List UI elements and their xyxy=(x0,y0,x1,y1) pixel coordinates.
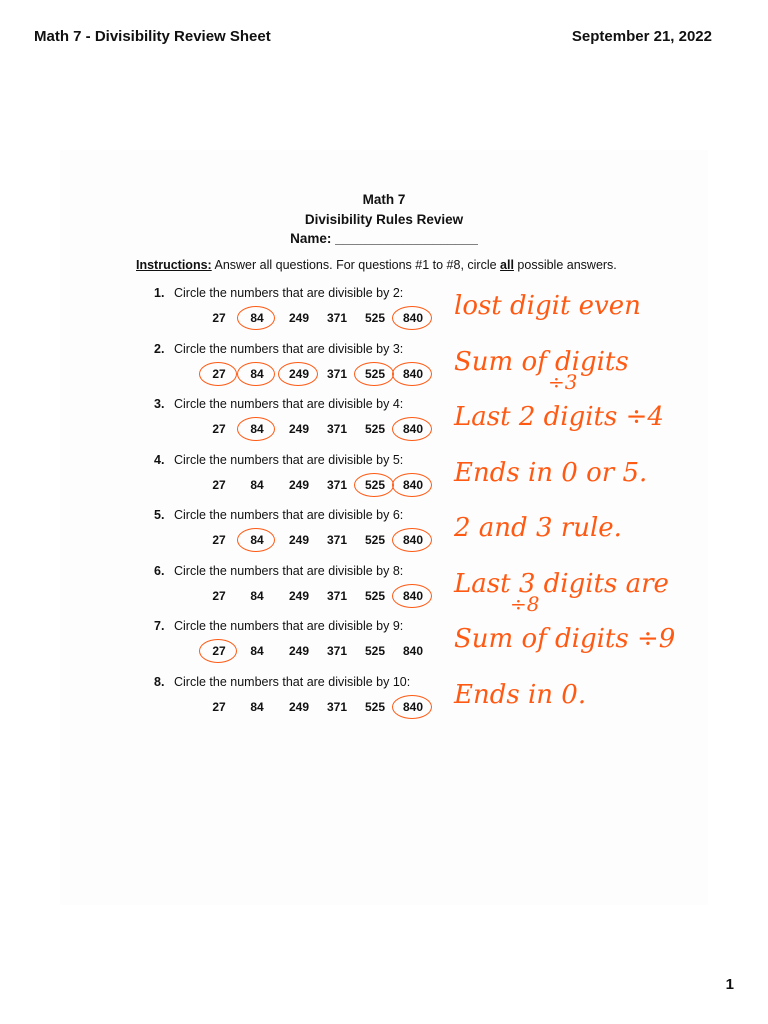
answer-choice[interactable]: 84 xyxy=(250,699,264,714)
answer-choice-circled[interactable]: 84 xyxy=(237,310,277,326)
question-prompt xyxy=(154,508,403,522)
title-name-line: Name: ___________________ xyxy=(290,231,478,246)
instructions-emphasis: all xyxy=(500,258,514,272)
answer-choice[interactable]: 27 xyxy=(212,477,226,492)
answer-choice[interactable]: 249 xyxy=(288,422,310,436)
answer-choice-circled[interactable]: 840 xyxy=(393,421,433,437)
answer-choice-circled[interactable]: 249 xyxy=(279,366,319,382)
question-prompt xyxy=(154,675,410,689)
answer-choice-circled[interactable]: 84 xyxy=(237,366,277,382)
answer-choice[interactable]: 525 xyxy=(364,422,386,436)
handwritten-note: lost digit even xyxy=(454,291,641,321)
answer-choice[interactable]: 371 xyxy=(326,533,348,547)
answer-choice[interactable]: 371 xyxy=(326,366,348,381)
answer-choice-circled[interactable]: 840 xyxy=(393,588,433,604)
instructions xyxy=(136,258,617,272)
handwritten-note: Last 3 digits are xyxy=(454,568,669,599)
question-text: Circle the numbers that are divisible by 9: xyxy=(174,619,404,633)
answer-choice[interactable]: 525 xyxy=(364,588,386,603)
answer-choice[interactable]: 84 xyxy=(250,644,264,658)
question-number: 2. xyxy=(154,341,165,356)
answer-choice-circled[interactable]: 840 xyxy=(393,532,433,548)
answer-choice[interactable]: 371 xyxy=(326,588,348,603)
handwritten-note: Sum of digits xyxy=(454,346,629,377)
answer-choice[interactable]: 525 xyxy=(364,644,386,658)
question-number: 3. xyxy=(154,397,165,411)
instructions-text-before: Answer all questions. For questions #1 to #8, circle xyxy=(211,258,501,272)
worksheet-title xyxy=(0,190,768,249)
answer-choice[interactable]: 371 xyxy=(326,422,348,436)
answer-choice[interactable]: 27 xyxy=(212,699,226,714)
answer-choice[interactable]: 27 xyxy=(212,311,226,325)
answer-choice[interactable]: 27 xyxy=(212,533,226,547)
answer-choice[interactable]: 27 xyxy=(212,422,226,436)
answer-choice[interactable]: 249 xyxy=(288,477,310,492)
question-text: Circle the numbers that are divisible by 3: xyxy=(174,341,404,356)
handwritten-note: Ends in 0 or 5. xyxy=(454,457,648,488)
header-title: Math 7 - Divisibility Review Sheet xyxy=(34,28,271,45)
answer-choice[interactable]: 525 xyxy=(364,311,386,325)
answer-choice-circled[interactable]: 84 xyxy=(237,532,277,548)
handwritten-note: Sum of digits ÷9 xyxy=(454,624,676,654)
handwritten-note: 2 and 3 rule. xyxy=(454,513,622,543)
answer-choice-circled[interactable]: 840 xyxy=(393,366,433,382)
answer-choice[interactable]: 371 xyxy=(326,311,348,325)
question-number: 1. xyxy=(154,286,165,300)
question-text: Circle the numbers that are divisible by 2: xyxy=(174,286,404,300)
question-prompt xyxy=(154,342,403,356)
page-number: 1 xyxy=(725,976,734,993)
question-number: 4. xyxy=(154,452,165,467)
question-prompt xyxy=(154,453,403,467)
answer-choice[interactable]: 249 xyxy=(288,644,310,658)
answer-choice[interactable]: 371 xyxy=(326,477,348,492)
question-text: Circle the numbers that are divisible by 8: xyxy=(174,563,404,578)
question-prompt xyxy=(154,564,403,578)
answer-choice[interactable]: 249 xyxy=(288,588,310,603)
question-prompt xyxy=(154,619,403,633)
answer-choice-circled[interactable]: 840 xyxy=(393,310,433,326)
answer-choice[interactable]: 371 xyxy=(326,699,348,714)
answer-choice[interactable]: 525 xyxy=(364,533,386,547)
answer-choice[interactable]: 525 xyxy=(364,699,386,714)
answer-choice[interactable]: 249 xyxy=(288,533,310,547)
answer-choice[interactable]: 249 xyxy=(288,699,310,714)
answer-choice[interactable]: 84 xyxy=(250,477,264,492)
question-number: 7. xyxy=(154,619,165,633)
answer-choice-circled[interactable]: 27 xyxy=(199,366,239,382)
handwritten-note: Last 2 digits ÷4 xyxy=(454,402,664,432)
question-text: Circle the numbers that are divisible by 10: xyxy=(174,674,411,689)
question-prompt xyxy=(154,286,403,300)
answer-choice[interactable]: 27 xyxy=(212,588,226,603)
instructions-label: Instructions: xyxy=(136,258,212,272)
question-number: 8. xyxy=(154,674,165,689)
instructions-text-after: possible answers. xyxy=(513,258,617,272)
answer-choice[interactable]: 371 xyxy=(326,644,348,658)
title-topic: Divisibility Rules Review xyxy=(304,211,464,227)
answer-choice-circled[interactable]: 27 xyxy=(199,643,239,659)
answer-choice-circled[interactable]: 840 xyxy=(393,699,433,715)
answer-choice[interactable]: 249 xyxy=(288,311,310,325)
question-text: Circle the numbers that are divisible by 5: xyxy=(174,452,404,467)
answer-choice[interactable]: 840 xyxy=(402,644,424,658)
question-text: Circle the numbers that are divisible by 4: xyxy=(174,397,404,411)
question-prompt xyxy=(154,397,403,411)
question-number: 6. xyxy=(154,563,165,578)
handwritten-note: Ends in 0. xyxy=(454,679,587,710)
answer-choice[interactable]: 84 xyxy=(250,588,264,603)
answer-choice-circled[interactable]: 525 xyxy=(355,366,395,382)
answer-choice-circled[interactable]: 525 xyxy=(355,477,395,493)
question-number: 5. xyxy=(154,508,165,522)
title-course: Math 7 xyxy=(362,192,406,207)
handwritten-subnote: ÷8 xyxy=(510,591,540,616)
answer-choice-circled[interactable]: 840 xyxy=(393,477,433,493)
handwritten-subnote: ÷3 xyxy=(548,369,578,394)
header-date: September 21, 2022 xyxy=(571,28,712,45)
answer-choice-circled[interactable]: 84 xyxy=(237,421,277,437)
question-text: Circle the numbers that are divisible by 6: xyxy=(174,508,404,522)
